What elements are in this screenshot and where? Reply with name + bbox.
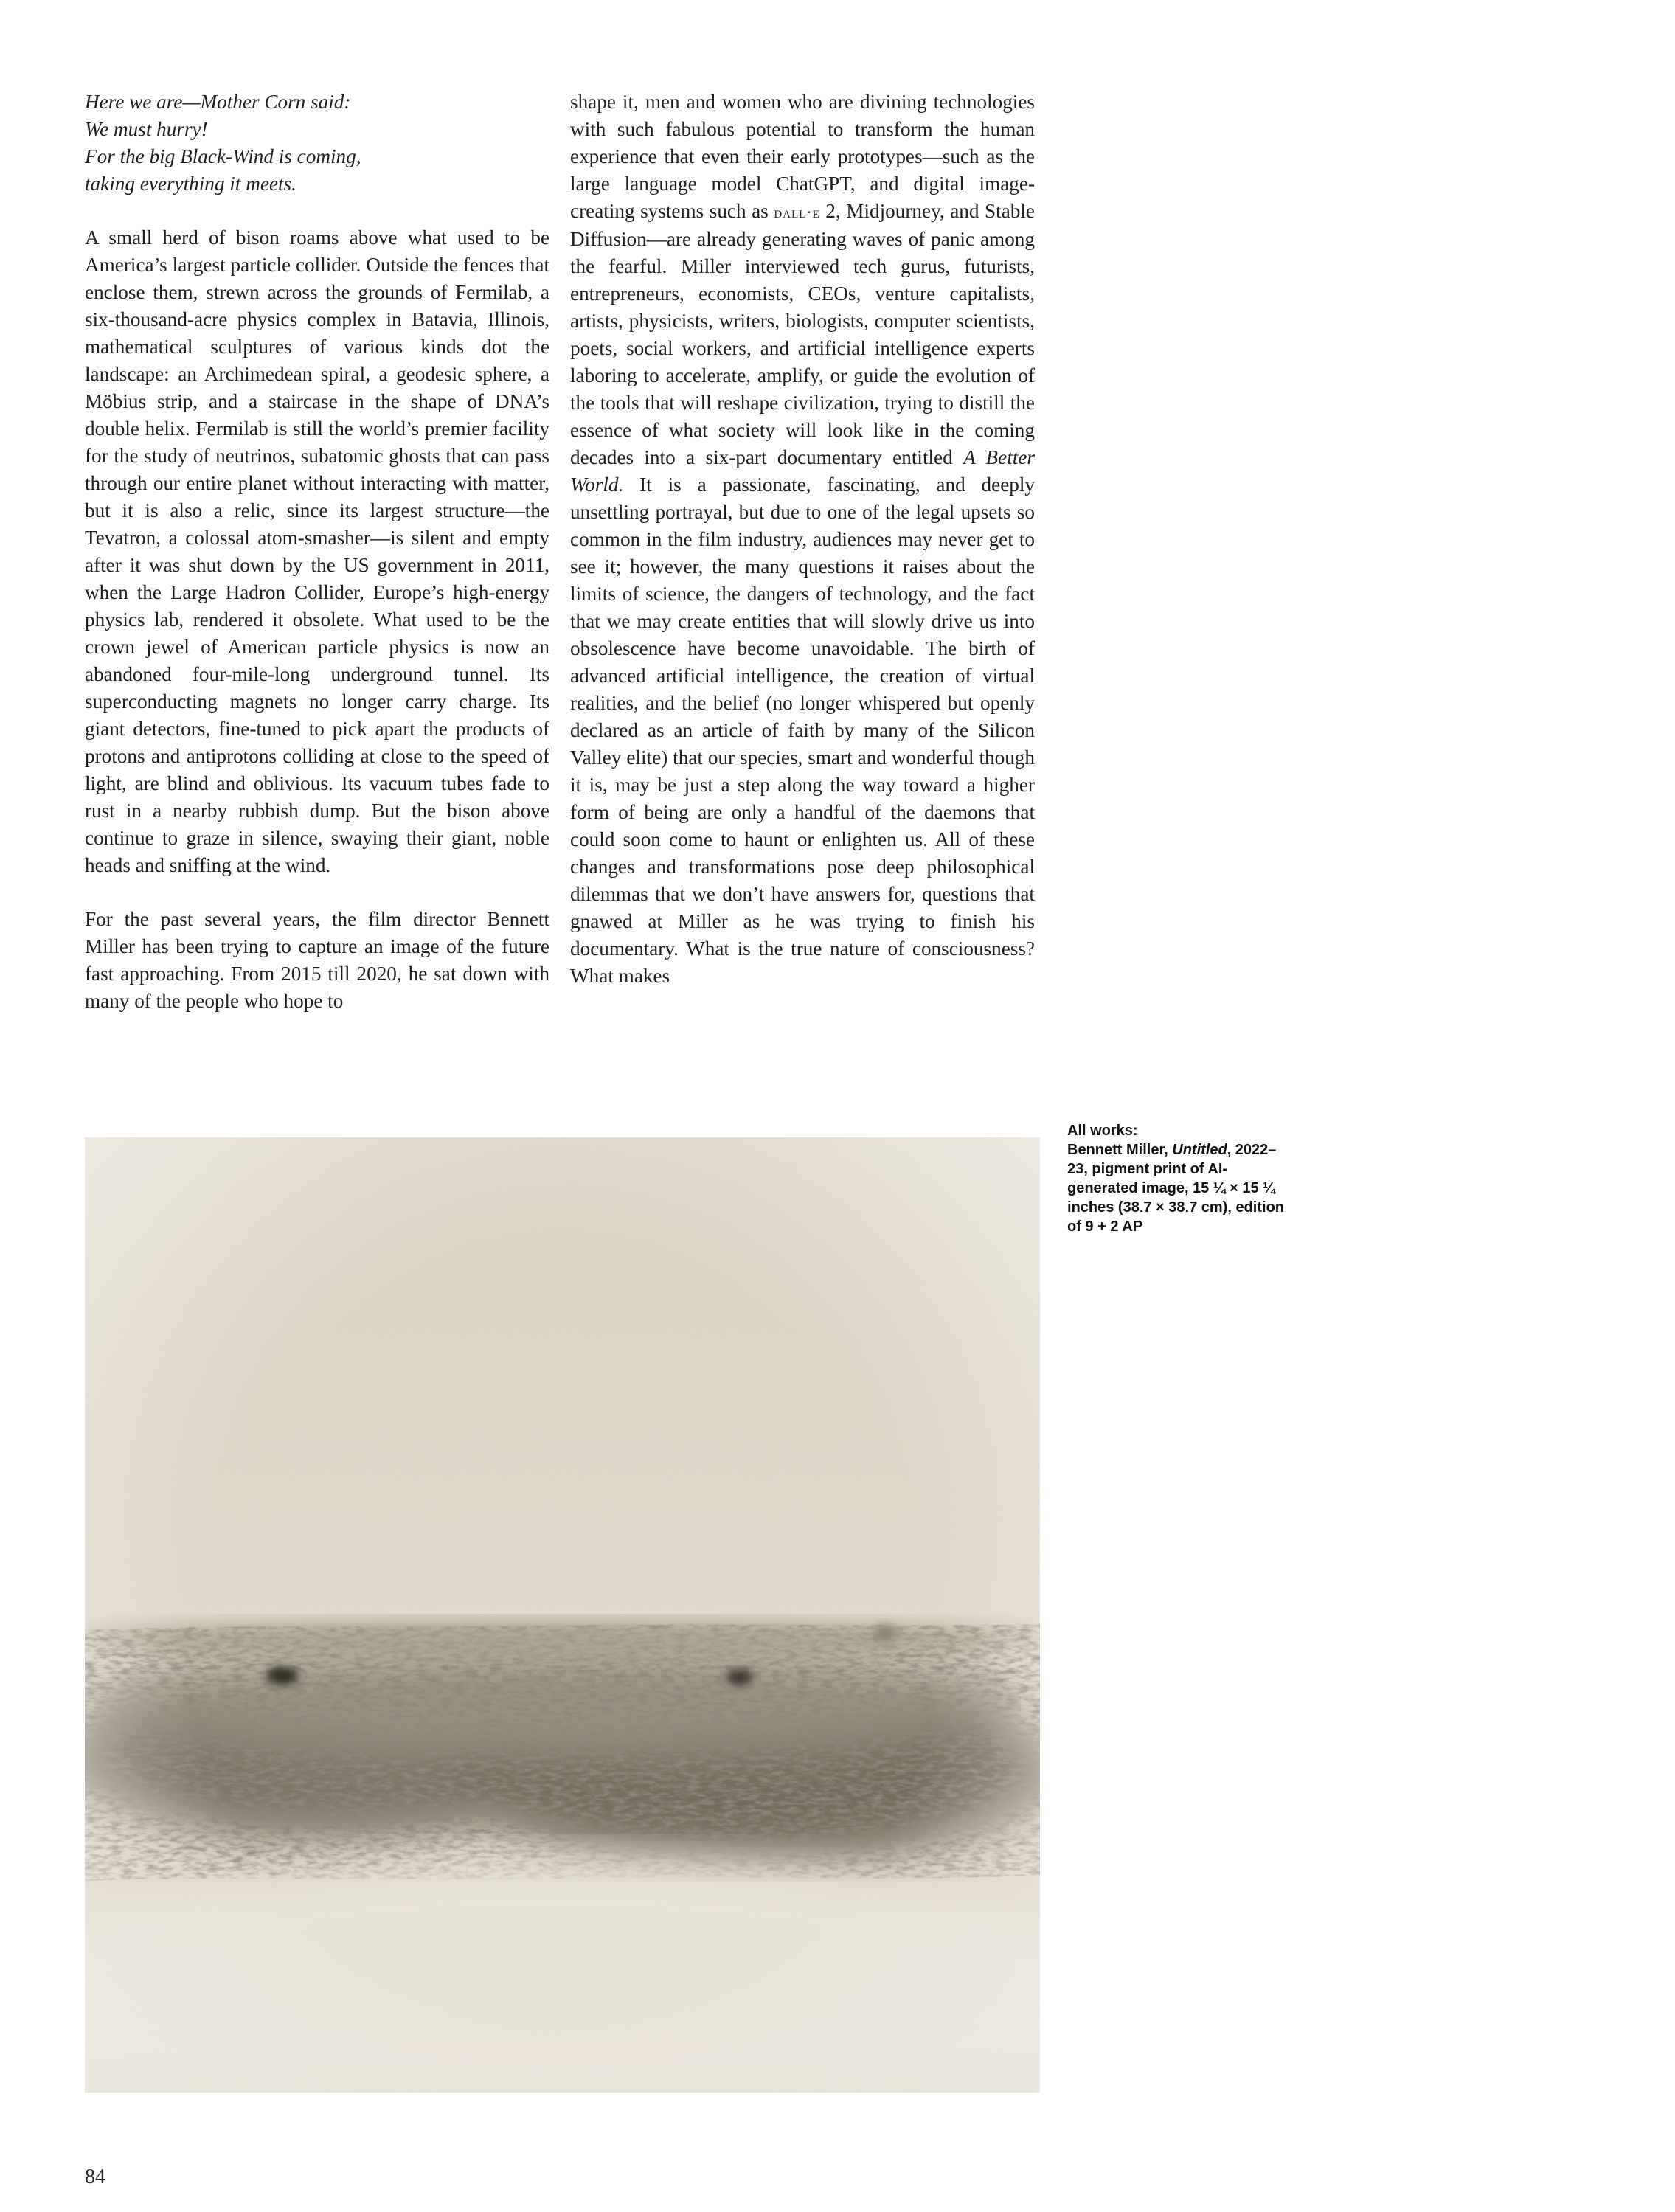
- caption-details: , 2022–23, pigment print of AI-generated image, 15 ¼ × 15 ¼ inches (38.7 × 38.7 cm), edition of 9 + 2 AP: [1067, 1142, 1285, 1235]
- left-column: [85, 89, 549, 1015]
- bison-landscape-image: [85, 1137, 1040, 2093]
- dalle-smallcaps: dall·e: [774, 203, 820, 221]
- poem-line: Here we are—Mother Corn said:: [85, 91, 351, 113]
- image-caption: [1067, 1121, 1289, 1236]
- caption-artist: Bennett Miller,: [1067, 1142, 1173, 1158]
- body-paragraph-bison: A small herd of bison roams above what used to be America’s largest particle collider. Outside the fences that enclose them, strewn across the grounds of Fermilab, a six-thousand-acre physics complex in Batavia, Illinois, mathematical sculptures of various kinds dot the landscape: an Archimedean spiral, a geodesic sphere, a Möbius strip, and a staircase in the shape of DNA’s double helix. Fermilab is still the world’s premier facility for the study of neutrinos, subatomic ghosts that can pass through our entire planet without interacting with matter, but it is also a relic, since its largest structure—the Tevatron, a colossal atom-smasher—is silent and empty after it was shut down by the US government in 2011, when the Large Hadron Collider, Europe’s high-energy physics lab, rendered it obsolete. What used to be the crown jewel of American particle physics is now an abandoned four-mile-long underground tunnel. Its superconducting magnets no longer carry charge. Its giant detectors, fine-tuned to pick apart the products of protons and antiprotons colliding at close to the speed of light, are blind and oblivious. Its vacuum tubes fade to rust in a nearby rubbish dump. But the bison above continue to graze in silence, swaying their giant, noble heads and sniffing at the wind.: [85, 226, 549, 876]
- poem-line: We must hurry!: [85, 118, 208, 140]
- body-paragraph-miller: For the past several years, the film director Bennett Miller has been trying to capture an image of the future fast approaching. From 2015 till 2020, he sat down with many of the people who hope to: [85, 908, 549, 1012]
- caption-work-title: Untitled: [1172, 1142, 1227, 1158]
- right-column: [570, 89, 1035, 990]
- page-number: 84: [85, 2166, 105, 2188]
- documentary-title: A Better World.: [570, 446, 1035, 496]
- artwork-photo: [85, 1137, 1040, 2093]
- poem-epigraph: [85, 89, 549, 198]
- poem-line: For the big Black-Wind is coming,: [85, 145, 361, 167]
- text-run: shape it, men and women who are divining technologies with such fabulous potential to transform the human experience that even their early prototypes—such as the large language model ChatGPT, and digital image-creating systems such as: [570, 91, 1035, 222]
- caption-heading: All works:: [1067, 1123, 1138, 1139]
- text-run: 2, Midjourney, and Stable Diffusion—are already generating waves of panic among the fearful. Miller interviewed tech gurus, futurists, entrepreneurs, economists, CEOs, venture capitalists, artists, physicists, writers, biologists, computer scientists, poets, social workers, and artificial intelligence experts laboring to accelerate, amplify, or guide the evolution of the tools that will reshape civilization, trying to distill the essence of what society will look like in the coming decades into a six-part documentary entitled: [570, 200, 1035, 468]
- text-run: It is a passionate, fascinating, and deeply unsettling portrayal, but due to one of the legal upsets so common in the film industry, audiences may never get to see it; however, the many questions it raises about the limits of science, the dangers of technology, and the fact that we may create entities that will slowly drive us into obsolescence have become unavoidable. The birth of advanced artificial intelligence, the creation of virtual realities, and the belief (no longer whispered but openly declared as an article of faith by many of the Silicon Valley elite) that our species, smart and wonderful though it is, may be just a step along the way toward a higher form of being are only a handful of the daemons that could soon come to haunt or enlighten us. All of these changes and transformations pose deep philosophical dilemmas that we don’t have answers for, questions that gnawed at Miller as he was trying to finish his documentary. What is the true nature of consciousness? What makes: [570, 474, 1035, 987]
- body-paragraph-continued: [570, 89, 1035, 990]
- poem-line: taking everything it meets.: [85, 173, 296, 195]
